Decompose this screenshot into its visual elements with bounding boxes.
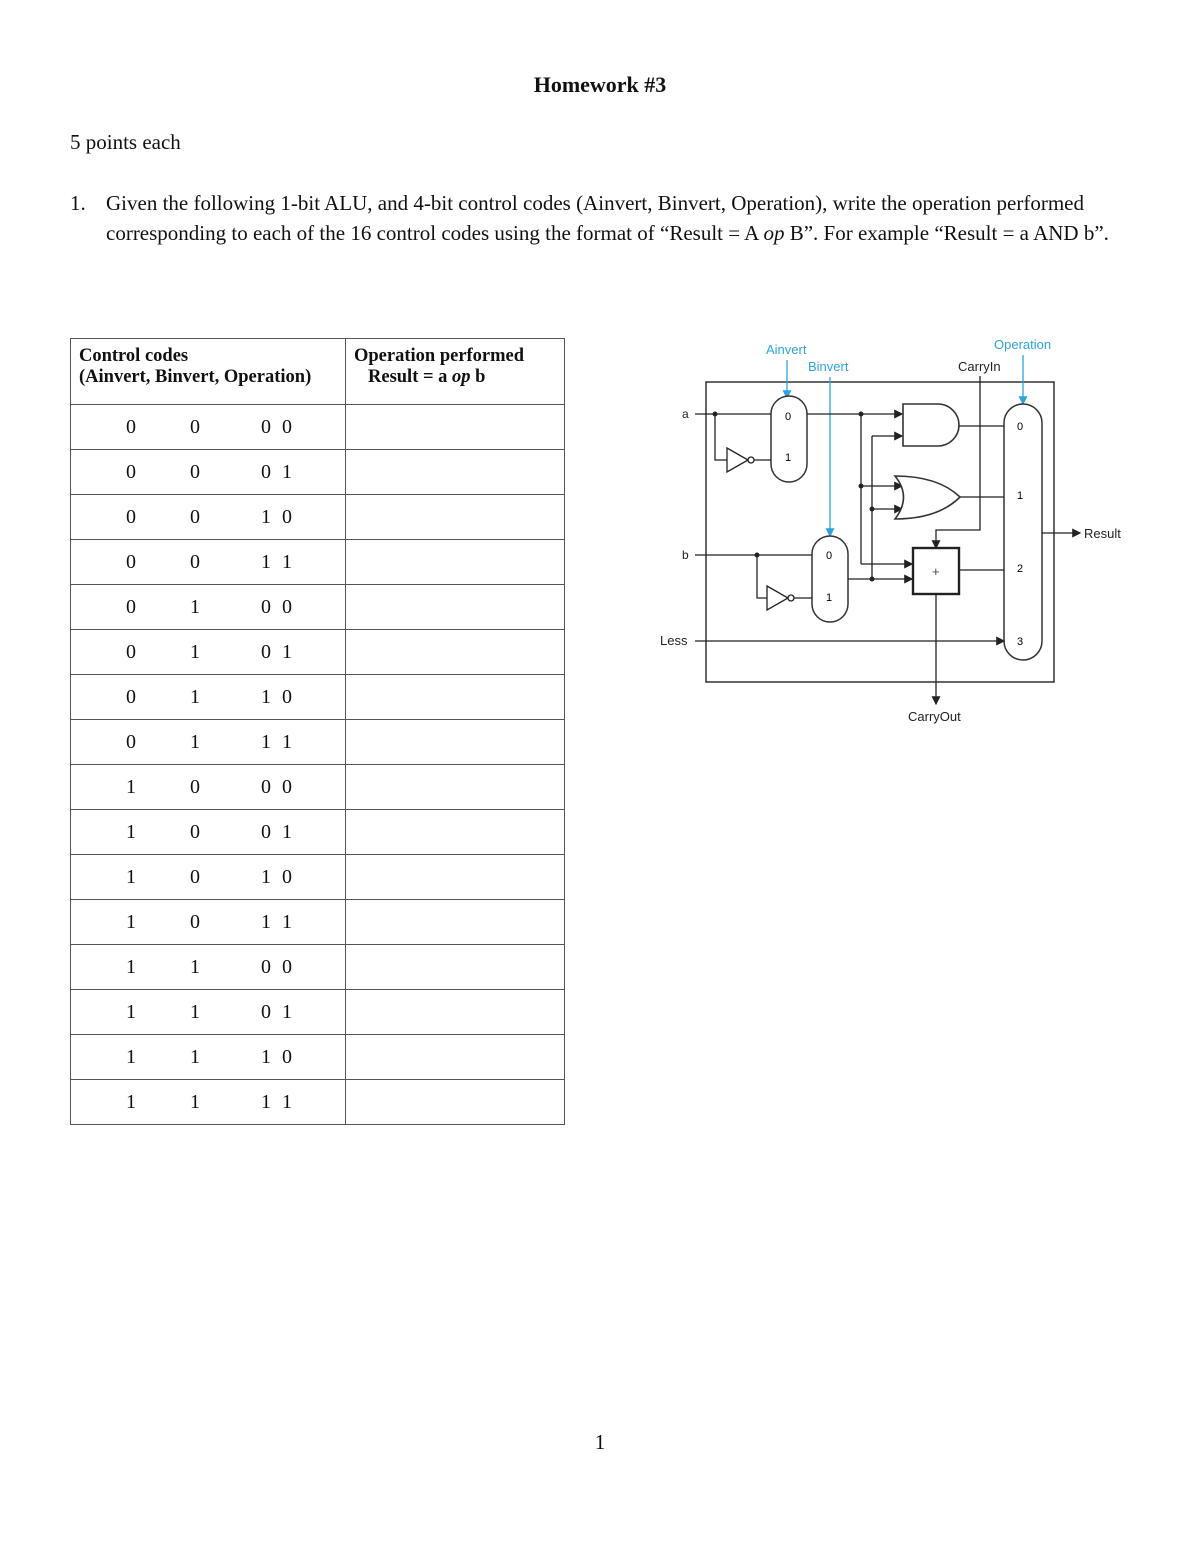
header-operation-performed: Operation performed Result = a op b [346,339,565,405]
table-row [71,765,565,810]
inverter-a [727,448,748,472]
control-code-cell [71,765,346,810]
binvert-value: 1 [190,1091,200,1113]
points-note: 5 points each [70,130,181,154]
operation-label: Operation [994,337,1052,352]
table-row [71,630,565,675]
ainvert-value: 1 [126,956,136,978]
binvert-value: 1 [190,1046,200,1068]
answer-cell[interactable] [346,945,565,990]
ainvert-value: 0 [126,506,136,528]
table-row [71,990,565,1035]
ainvert-value: 0 [126,416,136,438]
question-1 [70,188,1130,248]
ainvert-value: 1 [126,1001,136,1023]
ainvert-value: 0 [126,596,136,618]
ainvert-value: 1 [126,776,136,798]
control-code-cell [71,855,346,900]
page-number: 1 [594,1430,606,1454]
ainvert-value: 0 [126,731,136,753]
table-row [71,810,565,855]
answer-cell[interactable] [346,855,565,900]
or-gate [895,476,960,519]
answer-cell[interactable] [346,495,565,540]
operation-value: 0 1 [261,461,295,483]
question-text: Given the following 1-bit ALU, and 4-bit control codes (Ainvert, Binvert, Operation), write the operation performed corresponding to each of the 16 control codes using the format of “Result = A op B”. For example “Result = a AND b”. [106,191,1109,245]
operation-value: 1 0 [261,866,295,888]
operation-value: 1 1 [261,731,295,753]
answer-cell[interactable] [346,450,565,495]
binvert-value: 1 [190,641,200,663]
carryin-line [936,376,980,548]
operation-value: 1 1 [261,1091,295,1113]
table-row [71,585,565,630]
binvert-value: 0 [190,911,200,933]
ainvert-value: 1 [126,1091,136,1113]
operation-value: 0 1 [261,1001,295,1023]
ainvert-value: 1 [126,1046,136,1068]
operation-value: 0 1 [261,641,295,663]
result-label: Result [1084,526,1121,541]
control-code-cell [71,405,346,450]
mux-a [771,396,807,482]
control-code-cell [71,630,346,675]
table-row [71,675,565,720]
table-row [71,855,565,900]
binvert-value: 0 [190,866,200,888]
control-code-cell [71,1080,346,1125]
ainvert-value: 0 [126,641,136,663]
answer-cell[interactable] [346,765,565,810]
ainvert-value: 0 [126,461,136,483]
operation-value: 1 1 [261,911,295,933]
mux-op-input-0: 0 [1017,421,1024,433]
alu-diagram [650,330,1140,740]
alu-frame [706,382,1054,682]
table-row [71,1080,565,1125]
ainvert-value: 1 [126,911,136,933]
carryin-label: CarryIn [958,359,1001,374]
mux-operation [1004,404,1042,660]
wire-b-invert [757,555,767,598]
mux-b [812,536,848,622]
operation-value: 1 0 [261,506,295,528]
table-row [71,495,565,540]
mux-a-input-0: 0 [785,411,792,423]
mux-b-input-0: 0 [826,550,833,562]
control-codes-table [70,338,565,1125]
control-code-cell [71,990,346,1035]
answer-cell[interactable] [346,675,565,720]
control-code-cell [71,495,346,540]
input-a-label: a [682,407,689,421]
ainvert-value: 1 [126,821,136,843]
control-code-cell [71,1035,346,1080]
table-row [71,720,565,765]
operation-value: 0 1 [261,821,295,843]
binvert-value: 0 [190,461,200,483]
binvert-value: 1 [190,596,200,618]
answer-cell[interactable] [346,630,565,675]
control-code-cell [71,675,346,720]
binvert-value: 1 [190,1001,200,1023]
operation-value: 1 1 [261,551,295,573]
table-row [71,450,565,495]
operation-value: 0 0 [261,776,295,798]
answer-cell[interactable] [346,720,565,765]
input-b-label: b [682,548,689,562]
answer-cell[interactable] [346,540,565,585]
control-code-cell [71,585,346,630]
answer-cell[interactable] [346,405,565,450]
mux-a-input-1: 1 [785,452,792,464]
control-code-cell [71,945,346,990]
binvert-label: Binvert [808,359,849,374]
operation-value: 1 0 [261,686,295,708]
operation-value: 0 0 [261,956,295,978]
table-row [71,540,565,585]
table-row [71,405,565,450]
header-control-codes: Control codes (Ainvert, Binvert, Operation) [71,339,346,405]
mux-op-input-2: 2 [1017,563,1024,575]
operation-value: 0 0 [261,596,295,618]
answer-cell[interactable] [346,1080,565,1125]
answer-cell[interactable] [346,810,565,855]
binvert-value: 0 [190,776,200,798]
binvert-value: 0 [190,551,200,573]
and-gate [903,404,959,446]
operation-value: 0 0 [261,416,295,438]
binvert-value: 0 [190,416,200,438]
table-row [71,900,565,945]
binvert-value: 0 [190,821,200,843]
binvert-value: 1 [190,731,200,753]
page-title: Homework #3 [533,72,667,97]
mux-op-input-3: 3 [1017,636,1024,648]
binvert-value: 1 [190,686,200,708]
control-code-cell [71,810,346,855]
ainvert-value: 0 [126,551,136,573]
table-row [71,945,565,990]
input-less-label: Less [660,633,688,648]
ainvert-value: 1 [126,866,136,888]
adder-symbol: + [932,564,940,579]
answer-cell[interactable] [346,990,565,1035]
answer-cell[interactable] [346,1035,565,1080]
inverter-b [767,586,788,610]
ainvert-label: Ainvert [766,342,807,357]
ainvert-value: 0 [126,686,136,708]
control-code-cell [71,540,346,585]
control-code-cell [71,450,346,495]
carryout-label: CarryOut [908,709,961,724]
control-code-cell [71,720,346,765]
operation-value: 1 0 [261,1046,295,1068]
mux-b-input-1: 1 [826,592,833,604]
control-code-cell [71,900,346,945]
binvert-value: 1 [190,956,200,978]
binvert-value: 0 [190,506,200,528]
question-number: 1. [70,191,86,215]
answer-cell[interactable] [346,900,565,945]
answer-cell[interactable] [346,585,565,630]
mux-op-input-1: 1 [1017,490,1024,502]
wire-a-invert [715,414,727,460]
table-row [71,1035,565,1080]
